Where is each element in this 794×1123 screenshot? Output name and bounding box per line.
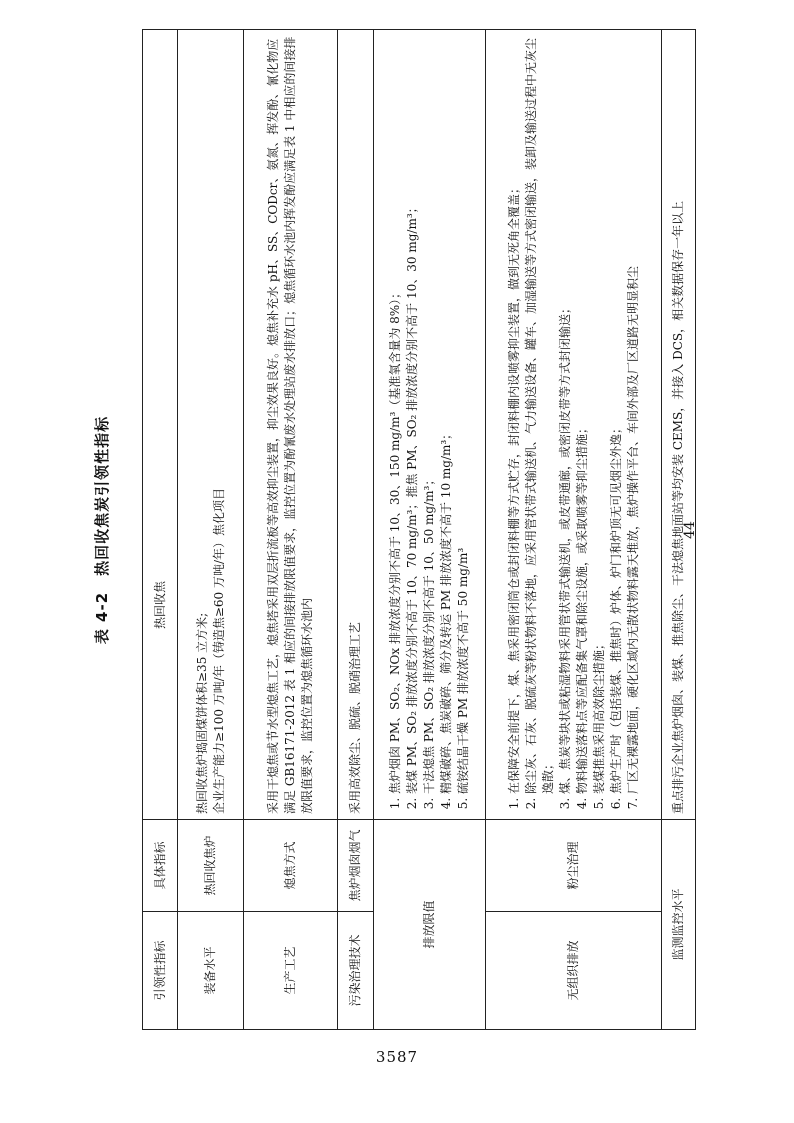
table-row-fugitive xyxy=(486,30,662,1030)
table-row-emission-limits xyxy=(374,30,486,1030)
list-item: 1. 在保障安全前提下，煤、焦采用密闭筒仓或封闭料棚等方式贮存，封闭料棚内设喷雾抑尘装置，做到无死角全覆盖； xyxy=(506,35,523,794)
list-item: 2. 除尘灰、石灰、脱硫灰等粉状物料不落地，应采用管状带式输送机、气力输送设备、罐车、加湿输送等方式密闭输送，装卸及输送过程中无灰尘逸散； xyxy=(523,35,557,794)
cell-content: 采用高效除尘、脱硫、脱硝治理工艺 xyxy=(338,30,374,820)
list-item: 5. 硫铵结晶干燥 PM 排放浓度不高于 50 mg/m³ xyxy=(455,35,472,794)
cell-content xyxy=(486,30,662,820)
cell-content: 采用干熄焦或节水型熄焦工艺，熄焦塔采用双层折流板等高效抑尘装置，抑尘效果良好。熄焦补充水 pH、SS、CODcr、氨氮、挥发酚、氰化物应满足 GB16171-2012 表 1 相应的间接排放限值要求，监控位置为酚氰废水处理站废水排放口；熄焦循环水池内挥发酚应满足表 1 中相应的间接排放限值要求，监控位置为熄焦循环水池内 xyxy=(244,30,338,820)
cell-category: 污染治理技术 xyxy=(338,912,374,1030)
list-item: 4. 物料输送落料点等应配备集气罩和除尘设施，或采取喷雾等抑尘措施； xyxy=(574,35,591,794)
cell-category: 无组织排放 xyxy=(486,912,662,1030)
list-item: 7. 厂区无裸露地面，硬化区域内无散状物料露天堆放，焦炉操作平台、车间外部及厂区道路无明显积尘 xyxy=(625,35,642,794)
list-item: 6. 焦炉生产时（包括装煤、推焦时）炉体、炉门和炉顶无可见烟尘外逸； xyxy=(608,35,625,794)
content-line: 热回收焦炉捣固煤饼体积≥35 立方米; xyxy=(194,612,209,814)
list-item: 3. 煤、焦炭等块状或粘湿物料采用管状带式输送机，或皮带通廊，或密闭皮带等方式封闭输送； xyxy=(557,35,574,794)
emission-limit-list xyxy=(387,35,472,814)
list-item: 5. 装煤推焦采用高效除尘措施； xyxy=(591,35,608,794)
cell-indicator: 焦炉烟囱烟气 xyxy=(338,820,374,912)
cell-category: 排放限值 xyxy=(374,820,486,1030)
cell-indicator: 熄焦方式 xyxy=(244,820,338,912)
table-row-equipment xyxy=(178,30,244,1030)
cell-content xyxy=(374,30,486,820)
cell-indicator: 粉尘治理 xyxy=(486,820,662,912)
content-line: 企业生产能力≥100 万吨/年（铸造焦≥60 万吨/年）焦化项目 xyxy=(211,488,226,814)
header-leading-indicator: 引领性指标 xyxy=(143,912,178,1030)
cell-content xyxy=(178,30,244,820)
header-specific-indicator: 具体指标 xyxy=(143,820,178,912)
cell-content: 重点排污企业焦炉烟囱、装煤、推焦除尘、干法熄焦地面站等均安装 CEMS，并接入 DCS，相关数据保存一年以上 xyxy=(662,30,696,820)
list-item: 1. 焦炉烟囱 PM、SO₂、NOx 排放浓度分别不高于 10、30、150 mg/m³（基准氧含量为 8%）； xyxy=(387,35,404,794)
indicator-table xyxy=(142,29,696,1030)
cell-category: 监测监控水平 xyxy=(662,820,696,1030)
cell-category: 生产工艺 xyxy=(244,912,338,1030)
side-page-number: 44 xyxy=(682,521,698,539)
header-heat-recovery-coke: 热回收焦 xyxy=(143,30,178,820)
table-row-process xyxy=(244,30,338,1030)
cell-category: 装备水平 xyxy=(178,912,244,1030)
list-item: 2. 装煤 PM、SO₂ 排放浓度分别不高于 10、70 mg/m³；推焦 PM、SO₂ 排放浓度分别不高于 10、30 mg/m³； xyxy=(404,35,421,794)
table-header-row xyxy=(143,30,178,1030)
list-item: 4. 精煤破碎、焦炭破碎、筛分及转运 PM 排放浓度不高于 10 mg/m³； xyxy=(438,35,455,794)
table-title: 表 4-2 热回收焦炭引领性指标 xyxy=(93,415,111,645)
page-number: 3587 xyxy=(375,1048,419,1066)
dust-control-list xyxy=(506,35,642,814)
table-row-pollution-tech xyxy=(338,30,374,1030)
cell-indicator: 热回收焦炉 xyxy=(178,820,244,912)
rotated-table-page xyxy=(82,30,722,1030)
list-item: 3. 干法熄焦 PM、SO₂ 排放浓度分别不高于 10、50 mg/m³； xyxy=(421,35,438,794)
